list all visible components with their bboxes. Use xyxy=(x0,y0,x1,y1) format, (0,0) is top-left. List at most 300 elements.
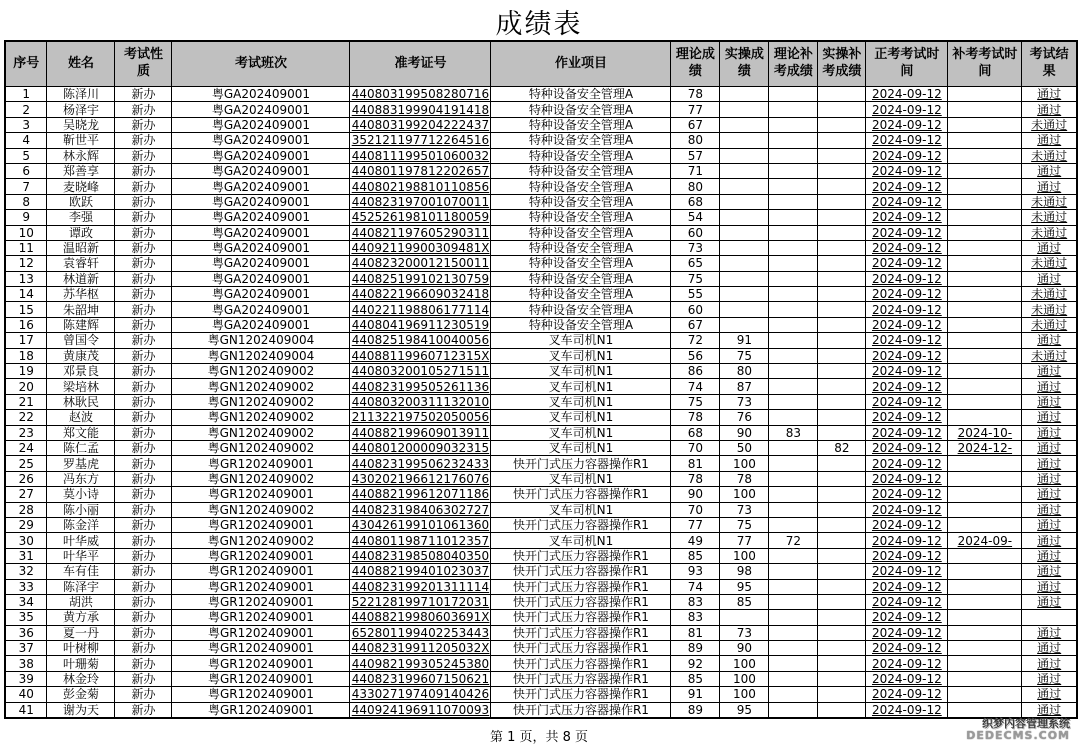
cell-theory-score: 74 xyxy=(671,579,720,594)
cell-exam-nature: 新办 xyxy=(115,394,172,409)
cell-project: 快开门式压力容器操作R1 xyxy=(491,579,671,594)
cell-no: 19 xyxy=(5,364,47,379)
cell-exam-nature: 新办 xyxy=(115,564,172,579)
cell-exam-nature: 新办 xyxy=(115,471,172,486)
cell-name: 叶华威 xyxy=(47,533,115,548)
cell-practical-makeup-score xyxy=(818,502,866,517)
cell-project: 快开门式压力容器操作R1 xyxy=(491,610,671,625)
cell-theory-score: 70 xyxy=(671,440,720,455)
cell-practical-score xyxy=(720,117,769,132)
cell-no: 6 xyxy=(5,163,47,178)
table-row xyxy=(5,579,1077,594)
cell-exam-nature: 新办 xyxy=(115,133,172,148)
column-header-ticket-no: 准考证号 xyxy=(350,41,491,87)
cell-exam-time: 2024-09-12 xyxy=(866,656,948,671)
cell-practical-score: 100 xyxy=(720,687,769,702)
cell-ticket-no: 440825198410040056 xyxy=(351,333,490,348)
cell-makeup-exam-time xyxy=(948,117,1022,132)
table-row xyxy=(5,487,1077,502)
cell-exam-nature: 新办 xyxy=(115,410,172,425)
cell-exam-time: 2024-09-12 xyxy=(866,687,948,702)
cell-name: 苏华枢 xyxy=(47,287,115,302)
cell-exam-nature: 新办 xyxy=(115,379,172,394)
cell-theory-makeup-score xyxy=(769,625,818,640)
cell-exam-time: 2024-09-12 xyxy=(866,471,948,486)
cell-result: 未通过 xyxy=(1022,302,1077,317)
cell-practical-makeup-score xyxy=(818,487,866,502)
cell-makeup-exam-time xyxy=(948,702,1022,718)
cell-theory-score: 81 xyxy=(671,625,720,640)
cell-practical-score: 98 xyxy=(720,564,769,579)
cell-no: 13 xyxy=(5,271,47,286)
cell-exam-class: 粤GA202409001 xyxy=(172,194,350,209)
cell-exam-class: 粤GR1202409001 xyxy=(172,564,350,579)
cell-result: 通过 xyxy=(1022,641,1077,656)
cell-project: 快开门式压力容器操作R1 xyxy=(491,594,671,609)
cell-exam-time: 2024-09-12 xyxy=(866,517,948,532)
table-row xyxy=(5,410,1077,425)
cell-exam-class: 粤GN1202409002 xyxy=(172,394,350,409)
table-row xyxy=(5,271,1077,286)
cell-exam-nature: 新办 xyxy=(115,317,172,332)
cell-makeup-exam-time xyxy=(948,210,1022,225)
cell-ticket-no: 440822196609032418 xyxy=(351,287,490,302)
cell-makeup-exam-time xyxy=(948,348,1022,363)
cell-makeup-exam-time xyxy=(948,517,1022,532)
cell-exam-nature: 新办 xyxy=(115,533,172,548)
cell-makeup-exam-time xyxy=(948,194,1022,209)
cell-exam-class: 粤GN1202409002 xyxy=(172,364,350,379)
cell-theory-score: 86 xyxy=(671,364,720,379)
cell-makeup-exam-time xyxy=(948,502,1022,517)
cell-practical-score xyxy=(720,102,769,117)
cell-exam-time: 2024-09-12 xyxy=(866,364,948,379)
cell-exam-class: 粤GR1202409001 xyxy=(172,579,350,594)
cell-exam-time: 2024-09-12 xyxy=(866,594,948,609)
table-row xyxy=(5,687,1077,702)
cell-practical-score xyxy=(720,610,769,625)
cell-exam-time: 2024-09-12 xyxy=(866,641,948,656)
cell-exam-nature: 新办 xyxy=(115,656,172,671)
cell-theory-score: 70 xyxy=(671,502,720,517)
cell-project: 特种设备安全管理A xyxy=(491,225,671,240)
cell-makeup-exam-time xyxy=(948,579,1022,594)
cell-exam-nature: 新办 xyxy=(115,225,172,240)
cell-theory-makeup-score xyxy=(769,194,818,209)
cell-exam-time: 2024-09-12 xyxy=(866,625,948,640)
cell-no: 22 xyxy=(5,410,47,425)
cell-practical-score xyxy=(720,179,769,194)
cell-result: 未通过 xyxy=(1022,348,1077,363)
cell-practical-makeup-score xyxy=(818,287,866,302)
cell-no: 25 xyxy=(5,456,47,471)
cell-result: 通过 xyxy=(1022,579,1077,594)
cell-result: 通过 xyxy=(1022,564,1077,579)
cell-no: 26 xyxy=(5,471,47,486)
cell-practical-score xyxy=(720,148,769,163)
cell-makeup-exam-time xyxy=(948,379,1022,394)
cell-result: 未通过 xyxy=(1022,194,1077,209)
cell-theory-makeup-score xyxy=(769,456,818,471)
cell-exam-class: 粤GR1202409001 xyxy=(172,594,350,609)
cell-project: 快开门式压力容器操作R1 xyxy=(491,687,671,702)
cell-theory-makeup-score xyxy=(769,656,818,671)
cell-practical-makeup-score xyxy=(818,548,866,563)
cell-ticket-no: 44088219980603691X xyxy=(351,610,490,625)
cell-practical-score: 100 xyxy=(720,456,769,471)
cell-exam-time: 2024-09-12 xyxy=(866,133,948,148)
cell-exam-time: 2024-09-12 xyxy=(866,425,948,440)
cell-practical-makeup-score xyxy=(818,687,866,702)
cell-exam-nature: 新办 xyxy=(115,548,172,563)
cell-no: 38 xyxy=(5,656,47,671)
cell-name: 叶树柳 xyxy=(47,641,115,656)
table-row xyxy=(5,594,1077,609)
cell-theory-score: 77 xyxy=(671,102,720,117)
cell-practical-makeup-score xyxy=(818,194,866,209)
cell-practical-score: 100 xyxy=(720,487,769,502)
cell-no: 32 xyxy=(5,564,47,579)
cell-theory-score: 78 xyxy=(671,471,720,486)
cell-exam-nature: 新办 xyxy=(115,240,172,255)
cell-project: 特种设备安全管理A xyxy=(491,271,671,286)
cell-project: 快开门式压力容器操作R1 xyxy=(491,548,671,563)
cell-theory-makeup-score xyxy=(769,641,818,656)
cell-no: 34 xyxy=(5,594,47,609)
cell-practical-score: 95 xyxy=(720,702,769,718)
cell-practical-score xyxy=(720,194,769,209)
cell-theory-makeup-score xyxy=(769,687,818,702)
cell-name: 叶华平 xyxy=(47,548,115,563)
cell-practical-makeup-score xyxy=(818,240,866,255)
cell-result: 通过 xyxy=(1022,487,1077,502)
cell-exam-class: 粤GR1202409001 xyxy=(172,625,350,640)
cell-exam-time: 2024-09-12 xyxy=(866,163,948,178)
cell-project: 特种设备安全管理A xyxy=(491,163,671,178)
cell-no: 18 xyxy=(5,348,47,363)
cell-project: 特种设备安全管理A xyxy=(491,240,671,255)
cell-result: 通过 xyxy=(1022,179,1077,194)
cell-theory-score: 67 xyxy=(671,117,720,132)
cell-exam-time: 2024-09-12 xyxy=(866,564,948,579)
cell-practical-makeup-score xyxy=(818,656,866,671)
cell-practical-score: 100 xyxy=(720,671,769,686)
cell-theory-makeup-score xyxy=(769,410,818,425)
cell-makeup-exam-time xyxy=(948,87,1022,102)
cell-no: 27 xyxy=(5,487,47,502)
cell-ticket-no: 440823197001070011 xyxy=(351,194,490,209)
cell-practical-makeup-score xyxy=(818,163,866,178)
cell-project: 快开门式压力容器操作R1 xyxy=(491,625,671,640)
cell-exam-nature: 新办 xyxy=(115,87,172,102)
cell-practical-makeup-score xyxy=(818,333,866,348)
cell-makeup-exam-time xyxy=(948,487,1022,502)
table-row xyxy=(5,456,1077,471)
table-row xyxy=(5,440,1077,455)
column-header-exam-class: 考试班次 xyxy=(172,41,350,87)
cell-practical-makeup-score xyxy=(818,256,866,271)
cell-ticket-no: 440882199612071186 xyxy=(351,487,490,502)
cell-ticket-no: 440803200105271511 xyxy=(351,364,490,379)
cell-project: 特种设备安全管理A xyxy=(491,148,671,163)
cell-no: 1 xyxy=(5,87,47,102)
cell-theory-makeup-score xyxy=(769,517,818,532)
cell-theory-makeup-score xyxy=(769,102,818,117)
cell-project: 特种设备安全管理A xyxy=(491,133,671,148)
cell-practical-score: 78 xyxy=(720,471,769,486)
cell-exam-time: 2024-09-12 xyxy=(866,87,948,102)
cell-project: 快开门式压力容器操作R1 xyxy=(491,517,671,532)
cell-exam-nature: 新办 xyxy=(115,456,172,471)
cell-exam-class: 粤GN1202409002 xyxy=(172,379,350,394)
cell-no: 10 xyxy=(5,225,47,240)
cell-makeup-exam-time xyxy=(948,287,1022,302)
cell-result: 未通过 xyxy=(1022,148,1077,163)
cell-result: 通过 xyxy=(1022,702,1077,718)
cell-practical-score xyxy=(720,256,769,271)
cell-name: 欧跃 xyxy=(47,194,115,209)
cell-project: 快开门式压力容器操作R1 xyxy=(491,702,671,718)
cell-makeup-exam-time xyxy=(948,302,1022,317)
cell-name: 林耿民 xyxy=(47,394,115,409)
cell-makeup-exam-time xyxy=(948,687,1022,702)
cell-name: 麦晓峰 xyxy=(47,179,115,194)
cell-exam-class: 粤GR1202409001 xyxy=(172,687,350,702)
cell-theory-score: 71 xyxy=(671,163,720,178)
cell-theory-score: 83 xyxy=(671,610,720,625)
cell-exam-time: 2024-09-12 xyxy=(866,240,948,255)
cell-name: 陈仁孟 xyxy=(47,440,115,455)
cell-makeup-exam-time xyxy=(948,271,1022,286)
cell-exam-class: 粤GR1202409001 xyxy=(172,548,350,563)
cell-exam-time: 2024-09-12 xyxy=(866,487,948,502)
cell-project: 叉车司机N1 xyxy=(491,425,671,440)
cell-ticket-no: 440823199506232433 xyxy=(351,456,490,471)
cell-no: 17 xyxy=(5,333,47,348)
cell-theory-score: 78 xyxy=(671,87,720,102)
cell-exam-nature: 新办 xyxy=(115,425,172,440)
cell-exam-nature: 新办 xyxy=(115,594,172,609)
cell-project: 特种设备安全管理A xyxy=(491,87,671,102)
cell-makeup-exam-time: 2024-12- xyxy=(948,440,1022,455)
cell-theory-makeup-score xyxy=(769,87,818,102)
cell-makeup-exam-time xyxy=(948,471,1022,486)
cell-exam-class: 粤GN1202409002 xyxy=(172,471,350,486)
cell-name: 陈泽川 xyxy=(47,87,115,102)
cell-exam-time: 2024-09-12 xyxy=(866,702,948,718)
cell-exam-nature: 新办 xyxy=(115,641,172,656)
cell-theory-makeup-score xyxy=(769,256,818,271)
cell-result: 通过 xyxy=(1022,379,1077,394)
cell-project: 快开门式压力容器操作R1 xyxy=(491,456,671,471)
cell-exam-class: 粤GN1202409002 xyxy=(172,410,350,425)
column-header-exam-time: 正考考试时间 xyxy=(866,41,948,87)
cell-makeup-exam-time xyxy=(948,456,1022,471)
cell-theory-makeup-score xyxy=(769,148,818,163)
cell-exam-time: 2024-09-12 xyxy=(866,610,948,625)
cell-exam-class: 粤GA202409001 xyxy=(172,87,350,102)
cell-exam-nature: 新办 xyxy=(115,610,172,625)
cell-exam-time: 2024-09-12 xyxy=(866,179,948,194)
cell-exam-nature: 新办 xyxy=(115,256,172,271)
cell-ticket-no: 440801200009032315 xyxy=(351,441,490,456)
cell-exam-nature: 新办 xyxy=(115,117,172,132)
cell-practical-makeup-score xyxy=(818,641,866,656)
cell-theory-makeup-score xyxy=(769,702,818,718)
cell-theory-makeup-score xyxy=(769,394,818,409)
cell-exam-class: 粤GA202409001 xyxy=(172,240,350,255)
cell-theory-makeup-score xyxy=(769,579,818,594)
cell-result: 通过 xyxy=(1022,656,1077,671)
cell-exam-time: 2024-09-12 xyxy=(866,579,948,594)
cell-exam-nature: 新办 xyxy=(115,163,172,178)
cell-exam-class: 粤GR1202409001 xyxy=(172,610,350,625)
cell-project: 叉车司机N1 xyxy=(491,440,671,455)
cell-exam-nature: 新办 xyxy=(115,364,172,379)
cell-makeup-exam-time: 2024-09- xyxy=(948,533,1022,548)
cell-makeup-exam-time xyxy=(948,410,1022,425)
cell-ticket-no: 652801199402253443 xyxy=(351,625,490,640)
cell-theory-makeup-score xyxy=(769,302,818,317)
cell-practical-makeup-score xyxy=(818,102,866,117)
cell-theory-makeup-score xyxy=(769,317,818,332)
cell-theory-makeup-score xyxy=(769,117,818,132)
cell-theory-score: 72 xyxy=(671,333,720,348)
cell-makeup-exam-time xyxy=(948,256,1022,271)
cell-ticket-no: 440804196911230519 xyxy=(351,318,490,333)
cell-result: 未通过 xyxy=(1022,256,1077,271)
table-row xyxy=(5,317,1077,332)
table-body xyxy=(5,87,1077,719)
cell-no: 8 xyxy=(5,194,47,209)
cell-theory-score: 49 xyxy=(671,533,720,548)
column-header-theory-score: 理论成绩 xyxy=(671,41,720,87)
cell-practical-makeup-score xyxy=(818,471,866,486)
cell-practical-score xyxy=(720,87,769,102)
table-row xyxy=(5,256,1077,271)
cell-theory-score: 60 xyxy=(671,225,720,240)
table-row xyxy=(5,225,1077,240)
cell-practical-score: 73 xyxy=(720,625,769,640)
table-row xyxy=(5,148,1077,163)
cell-practical-score: 73 xyxy=(720,502,769,517)
cell-practical-score: 75 xyxy=(720,517,769,532)
watermark-cms-domain: DEDECMS.COM xyxy=(966,729,1070,742)
column-header-theory-makeup-score: 理论补考成绩 xyxy=(769,41,818,87)
cell-no: 30 xyxy=(5,533,47,548)
cell-makeup-exam-time xyxy=(948,148,1022,163)
cell-project: 特种设备安全管理A xyxy=(491,302,671,317)
cell-exam-class: 粤GA202409001 xyxy=(172,302,350,317)
cell-makeup-exam-time xyxy=(948,548,1022,563)
cell-result: 通过 xyxy=(1022,425,1077,440)
cell-result: 通过 xyxy=(1022,163,1077,178)
cell-result: 通过 xyxy=(1022,456,1077,471)
cell-result: 通过 xyxy=(1022,271,1077,286)
cell-practical-makeup-score xyxy=(818,564,866,579)
page-title: 成绩表 xyxy=(495,9,583,40)
cell-no: 11 xyxy=(5,240,47,255)
cell-ticket-no: 440803199508280716 xyxy=(351,87,490,102)
cell-name: 彭金菊 xyxy=(47,687,115,702)
cell-result: 通过 xyxy=(1022,410,1077,425)
cell-name: 冯东方 xyxy=(47,471,115,486)
cell-practical-score: 87 xyxy=(720,379,769,394)
cell-ticket-no: 211322197502050056 xyxy=(351,410,490,425)
cell-practical-score: 91 xyxy=(720,333,769,348)
table-row xyxy=(5,564,1077,579)
table-row xyxy=(5,364,1077,379)
cell-makeup-exam-time xyxy=(948,133,1022,148)
cell-exam-time: 2024-09-12 xyxy=(866,210,948,225)
column-header-makeup-exam-time: 补考考试时间 xyxy=(948,41,1022,87)
cell-exam-time: 2024-09-12 xyxy=(866,287,948,302)
cell-no: 2 xyxy=(5,102,47,117)
cell-no: 33 xyxy=(5,579,47,594)
table-row xyxy=(5,117,1077,132)
cell-makeup-exam-time xyxy=(948,625,1022,640)
cell-makeup-exam-time xyxy=(948,364,1022,379)
table-row xyxy=(5,333,1077,348)
cell-name: 林永辉 xyxy=(47,148,115,163)
cell-practical-makeup-score xyxy=(818,302,866,317)
cell-theory-makeup-score xyxy=(769,671,818,686)
column-header-result: 考试结果 xyxy=(1022,41,1077,87)
cell-name: 林道新 xyxy=(47,271,115,286)
table-row xyxy=(5,702,1077,718)
cell-exam-class: 粤GR1202409001 xyxy=(172,487,350,502)
cell-exam-class: 粤GN1202409002 xyxy=(172,425,350,440)
cell-ticket-no: 440221198806177114 xyxy=(351,302,490,317)
cell-practical-makeup-score xyxy=(818,148,866,163)
cell-exam-nature: 新办 xyxy=(115,333,172,348)
cell-exam-class: 粤GA202409001 xyxy=(172,287,350,302)
cell-theory-score: 68 xyxy=(671,425,720,440)
cell-project: 快开门式压力容器操作R1 xyxy=(491,656,671,671)
cell-practical-score: 90 xyxy=(720,425,769,440)
cell-no: 12 xyxy=(5,256,47,271)
cell-theory-makeup-score xyxy=(769,440,818,455)
cell-result: 通过 xyxy=(1022,240,1077,255)
cell-result: 通过 xyxy=(1022,548,1077,563)
table-row xyxy=(5,87,1077,102)
cell-exam-time: 2024-09-12 xyxy=(866,379,948,394)
cell-practical-makeup-score xyxy=(818,517,866,532)
cell-exam-class: 粤GN1202409002 xyxy=(172,533,350,548)
cell-practical-score xyxy=(720,163,769,178)
cell-exam-class: 粤GR1202409001 xyxy=(172,702,350,718)
cell-practical-makeup-score xyxy=(818,271,866,286)
cell-makeup-exam-time xyxy=(948,333,1022,348)
cell-exam-nature: 新办 xyxy=(115,287,172,302)
cell-theory-score: 67 xyxy=(671,317,720,332)
cell-makeup-exam-time xyxy=(948,594,1022,609)
cell-exam-time: 2024-09-12 xyxy=(866,548,948,563)
cell-exam-class: 粤GA202409001 xyxy=(172,210,350,225)
cell-no: 9 xyxy=(5,210,47,225)
cell-exam-time: 2024-09-12 xyxy=(866,671,948,686)
cell-project: 特种设备安全管理A xyxy=(491,287,671,302)
cell-theory-makeup-score xyxy=(769,610,818,625)
cell-theory-makeup-score xyxy=(769,364,818,379)
cell-practical-makeup-score xyxy=(818,394,866,409)
cell-name: 郑文能 xyxy=(47,425,115,440)
cell-result: 通过 xyxy=(1022,133,1077,148)
cell-name: 陈泽宇 xyxy=(47,579,115,594)
cell-exam-time: 2024-09-12 xyxy=(866,302,948,317)
cell-project: 特种设备安全管理A xyxy=(491,102,671,117)
cell-practical-score: 77 xyxy=(720,533,769,548)
